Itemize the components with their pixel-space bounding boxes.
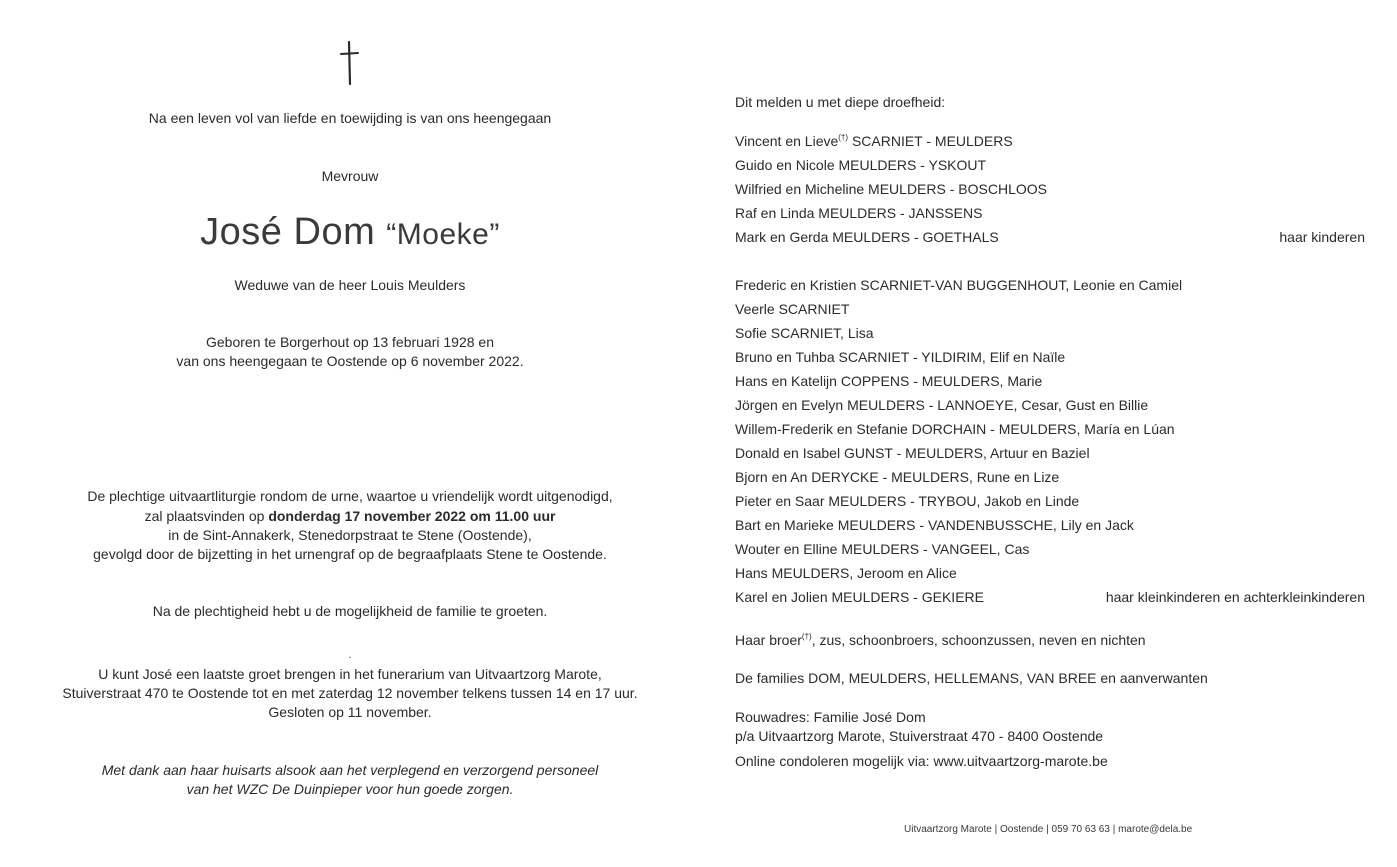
funeral-line-3: in de Sint-Annakerk, Stenedorpstraat te Stene (Oostende), xyxy=(168,527,532,543)
brother-post: , zus, schoonbroers, schoonzussen, neven en nichten xyxy=(811,632,1146,648)
grandchild-row: Willem-Frederik en Stefanie DORCHAIN - MEULDERS, María en Lúan xyxy=(735,421,1175,437)
left-column xyxy=(40,0,660,867)
online-condolence: Online condoleren mogelijk via: www.uitvaartzorg-marote.be xyxy=(735,753,1108,769)
grandchild-row: Bjorn en An DERYCKE - MEULDERS, Rune en Lize xyxy=(735,469,1060,485)
salutation: Mevrouw xyxy=(321,168,379,184)
child-row-1-post: SCARNIET - MEULDERS xyxy=(851,133,1013,149)
grandchildren-label: haar kleinkinderen en achterkleinkinderen xyxy=(1105,589,1365,605)
grandchild-row: Wouter en Elline MEULDERS - VANGEEL, Cas xyxy=(735,541,1030,557)
visit-line-3: Gesloten op 11 november. xyxy=(268,704,432,720)
footer-separator: | xyxy=(994,824,998,835)
footer-email: marote@dela.be xyxy=(1118,824,1193,835)
grandchild-row: Pieter en Saar MEULDERS - TRYBOU, Jakob en Linde xyxy=(735,493,1080,509)
right-column xyxy=(735,0,1365,867)
child-row xyxy=(735,228,1365,247)
child-row: Wilfried en Micheline MEULDERS - BOSCHLOOS xyxy=(735,181,1047,197)
grandchild-row: Hans en Katelijn COPPENS - MEULDERS, Marie xyxy=(735,373,1043,389)
deceased-name-text: José Dom xyxy=(200,211,376,253)
deceased-name xyxy=(40,210,660,257)
grandchild-row-14: Karel en Jolien MEULDERS - GEKIERE xyxy=(735,589,984,605)
widow-text: Weduwe van de heer Louis Meulders xyxy=(234,277,466,293)
footer-separator: | xyxy=(1112,824,1116,835)
footer-phone: 059 70 63 63 xyxy=(1051,824,1110,835)
child-row xyxy=(735,132,1365,151)
grandchild-row: Donald en Isabel GUNST - MEULDERS, Artuur en Baziel xyxy=(735,445,1090,461)
address-line-2: p/a Uitvaartzorg Marote, Stuiverstraat 470 - 8400 Oostende xyxy=(735,728,1104,744)
grandchild-row: Bruno en Tuhba SCARNIET - YILDIRIM, Elif en Naïle xyxy=(735,349,1066,365)
funeral-line-2 xyxy=(40,507,660,526)
child-row: Guido en Nicole MEULDERS - YSKOUT xyxy=(735,157,987,173)
divider-dot: · xyxy=(348,652,352,663)
address-line-1: Rouwadres: Familie José Dom xyxy=(735,709,926,725)
thanks-line-2: van het WZC De Duinpieper voor hun goede zorgen. xyxy=(186,781,514,797)
funeral-line-2-pre: zal plaatsvinden op xyxy=(144,508,265,524)
born-text: Geboren te Borgerhout op 13 februari 1928 en xyxy=(206,334,494,350)
greet-text: Na de plechtigheid hebt u de mogelijkheid de familie te groeten. xyxy=(152,603,548,619)
cross-icon xyxy=(40,36,660,86)
deceased-mark: (†) xyxy=(838,133,849,142)
grandchild-row: Jörgen en Evelyn MEULDERS - LANNOEYE, Cesar, Gust en Billie xyxy=(735,397,1149,413)
visit-line-1: U kunt José een laatste groet brengen in het funerarium van Uitvaartzorg Marote, xyxy=(98,666,602,682)
grandchild-row: Bart en Marieke MEULDERS - VANDENBUSSCHE, Lily en Jack xyxy=(735,517,1134,533)
announce-text: Dit melden u met diepe droefheid: xyxy=(735,94,946,110)
child-row-5: Mark en Gerda MEULDERS - GOETHALS xyxy=(735,229,999,245)
intro-text: Na een leven vol van liefde en toewijding is van ons heengegaan xyxy=(148,110,552,126)
funeral-date: donderdag 17 november 2022 om 11.00 uur xyxy=(268,508,556,524)
footer xyxy=(904,823,1192,837)
child-row: Raf en Linda MEULDERS - JANSSENS xyxy=(735,205,983,221)
grandchild-row: Frederic en Kristien SCARNIET-VAN BUGGENHOUT, Leonie en Camiel xyxy=(735,277,1183,293)
footer-separator: | xyxy=(1046,824,1049,835)
visit-line-2: Stuiverstraat 470 te Oostende tot en met zaterdag 12 november telkens tussen 14 en 17 uur. xyxy=(62,685,638,701)
funeral-line-1: De plechtige uitvaartliturgie rondom de urne, waartoe u vriendelijk wordt uitgenodigd, xyxy=(87,488,613,504)
grandchild-row: Hans MEULDERS, Jeroom en Alice xyxy=(735,565,957,581)
deceased-nickname: “Moeke” xyxy=(386,218,500,251)
grandchild-row xyxy=(735,588,1365,607)
footer-city: Oostende xyxy=(999,824,1044,835)
families-row: De families DOM, MEULDERS, HELLEMANS, VAN BREE en aanverwanten xyxy=(735,670,1208,686)
died-text: van ons heengegaan te Oostende op 6 november 2022. xyxy=(176,353,524,369)
child-row-1-pre: Vincent en Lieve xyxy=(735,133,839,149)
thanks-line-1: Met dank aan haar huisarts alsook aan het verplegend en verzorgend personeel xyxy=(101,762,599,778)
deceased-mark: (†) xyxy=(801,632,812,641)
brother-pre: Haar broer xyxy=(735,632,802,648)
footer-company: Uitvaartzorg Marote xyxy=(904,824,992,835)
grandchild-row: Sofie SCARNIET, Lisa xyxy=(735,325,874,341)
grandchild-row: Veerle SCARNIET xyxy=(735,301,850,317)
children-label: haar kinderen xyxy=(1279,229,1365,245)
funeral-line-4: gevolgd door de bijzetting in het urnengraf op de begraafplaats Stene te Oostende. xyxy=(93,546,607,562)
brother-row xyxy=(735,631,1365,650)
